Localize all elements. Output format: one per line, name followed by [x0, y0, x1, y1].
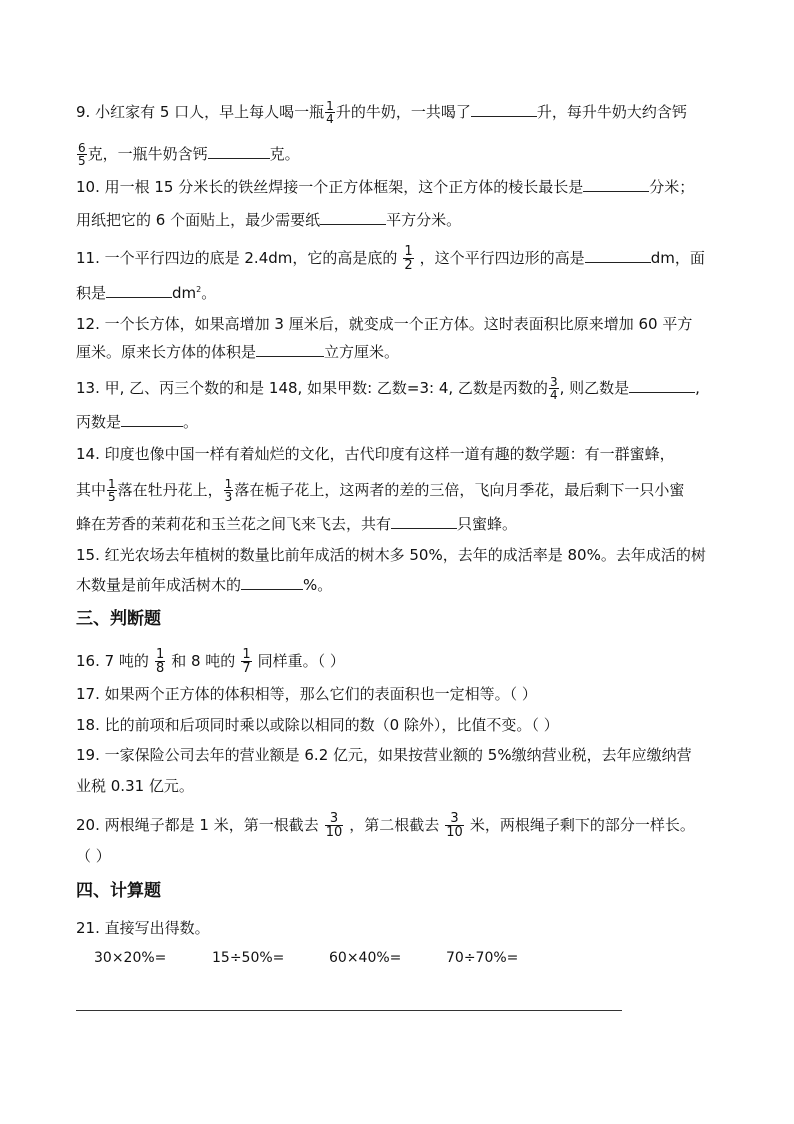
answer-blank[interactable]	[391, 514, 457, 529]
question-21: 21. 直接写出得数。	[76, 919, 210, 937]
question-17: 17. 如果两个正方体的体积相等，那么它们的表面积也一定相等。（ ）	[76, 685, 537, 703]
section-heading-calculation: 四、计算题	[76, 881, 161, 901]
divider-line	[76, 1010, 622, 1011]
answer-blank[interactable]	[320, 210, 386, 225]
question-9-line-1: 9. 小红家有 5 口人，早上每人喝一瓶 $\frac{1}{4}$ 升的牛奶，一共喝了 升，每升牛奶大约含钙	[76, 99, 687, 126]
fraction-3-4: $\frac{3}{4}$	[549, 375, 558, 402]
question-19-line-1: 19. 一家保险公司去年的营业额是 6.2 亿元，如果按营业额的 5%缴纳营业税，去年应缴纳营	[76, 746, 692, 764]
answer-blank[interactable]	[121, 412, 183, 427]
answer-blank[interactable]	[241, 575, 303, 590]
answer-blank[interactable]	[256, 342, 324, 357]
question-14-line-3: 蜂在芳香的茉莉花和玉兰花之间飞来飞去，共有 只蜜蜂。	[76, 515, 518, 533]
section-heading-judgment: 三、判断题	[76, 609, 161, 629]
question-15-line-2: 木数量是前年成活树木的 %。	[76, 576, 333, 594]
question-15-line-1: 15. 红光农场去年植树的数量比前年成活的树木多 50%，去年的成活率是 80%。去年成活的树	[76, 546, 706, 564]
question-9-line-2: $\frac{6}{5}$ 克，一瓶牛奶含钙 克。	[78, 141, 300, 168]
answer-blank[interactable]	[583, 177, 649, 192]
question-12-line-2: 厘米。原来长方体的体积是 立方厘米。	[76, 343, 400, 361]
question-20-line-1: 20. 两根绳子都是 1 米，第一根截去 $\frac{3}{10}$ ，第二根截去 $\frac{3}{10}$ 米，两根绳子剩下的部分一样长。	[76, 811, 695, 840]
question-11-line-1: 11. 一个平行四边的底是 2.4dm，它的高是底的 $\frac{1}{2}$ ，这个平行四边形的高是 dm，面	[76, 244, 705, 273]
question-11-line-2: 积是 $dm^2$。	[76, 284, 217, 302]
question-12-line-1: 12. 一个长方体，如果高增加 3 厘米后，就变成一个正方体。这时表面积比原来增加 60 平方	[76, 315, 693, 333]
question-19-line-2: 业税 0.31 亿元。	[76, 777, 194, 795]
question-13-line-2: 丙数是 。	[76, 413, 199, 431]
answer-blank[interactable]	[106, 283, 172, 298]
answer-blank[interactable]	[585, 248, 651, 263]
calc-item: 15÷50%=	[212, 950, 285, 966]
question-18: 18. 比的前项和后项同时乘以或除以相同的数（0 除外），比值不变。（ ）	[76, 716, 559, 734]
fraction-3-10: $\frac{3}{10}$	[446, 811, 463, 840]
fraction-3-10: $\frac{3}{10}$	[325, 811, 343, 840]
answer-blank[interactable]	[629, 378, 695, 393]
calc-item: 30×20%=	[94, 950, 167, 966]
fraction-1-7: $\frac{1}{7}$	[242, 647, 251, 676]
fraction-1-5: $\frac{1}{5}$	[108, 477, 116, 504]
question-13-line-1: 13. 甲, 乙、丙三个数的和是 148, 如果甲数: 乙数=3: 4, 乙数是丙数的 $\frac{3}{4}$ , 则乙数是 ,	[76, 375, 700, 402]
fraction-6-5: $\frac{6}{5}$	[78, 141, 86, 168]
question-14-line-1: 14. 印度也像中国一样有着灿烂的文化，古代印度有这样一道有趣的数学题：有一群蜜蜂，	[76, 445, 675, 463]
fraction-1-4: $\frac{1}{4}$	[326, 99, 334, 126]
fraction-1-2: $\frac{1}{2}$	[404, 244, 413, 273]
question-10-line-2: 用纸把它的 6 个面贴上，最少需要纸 平方分米。	[76, 211, 462, 229]
fraction-1-3: $\frac{1}{3}$	[224, 477, 233, 504]
question-14-line-2: 其中 $\frac{1}{5}$ 落在牡丹花上， $\frac{1}{3}$ 落在栀子花上，这两者的差的三倍，飞向月季花，最后剩下一只小蜜	[76, 477, 685, 504]
question-10-line-1: 10. 用一根 15 分米长的铁丝焊接一个正方体框架，这个正方体的棱长最长是 分米；	[76, 178, 695, 196]
question-20-line-2: （ ）	[76, 847, 111, 865]
calc-item: 60×40%=	[329, 950, 402, 966]
question-16: 16. 7 吨的 $\frac{1}{8}$ 和 8 吨的 $\frac{1}{7}$ 同样重。（ ）	[76, 647, 345, 676]
fraction-1-8: $\frac{1}{8}$	[155, 647, 165, 676]
answer-blank[interactable]	[471, 102, 537, 117]
calc-item: 70÷70%=	[446, 950, 519, 966]
answer-blank[interactable]	[208, 144, 270, 159]
